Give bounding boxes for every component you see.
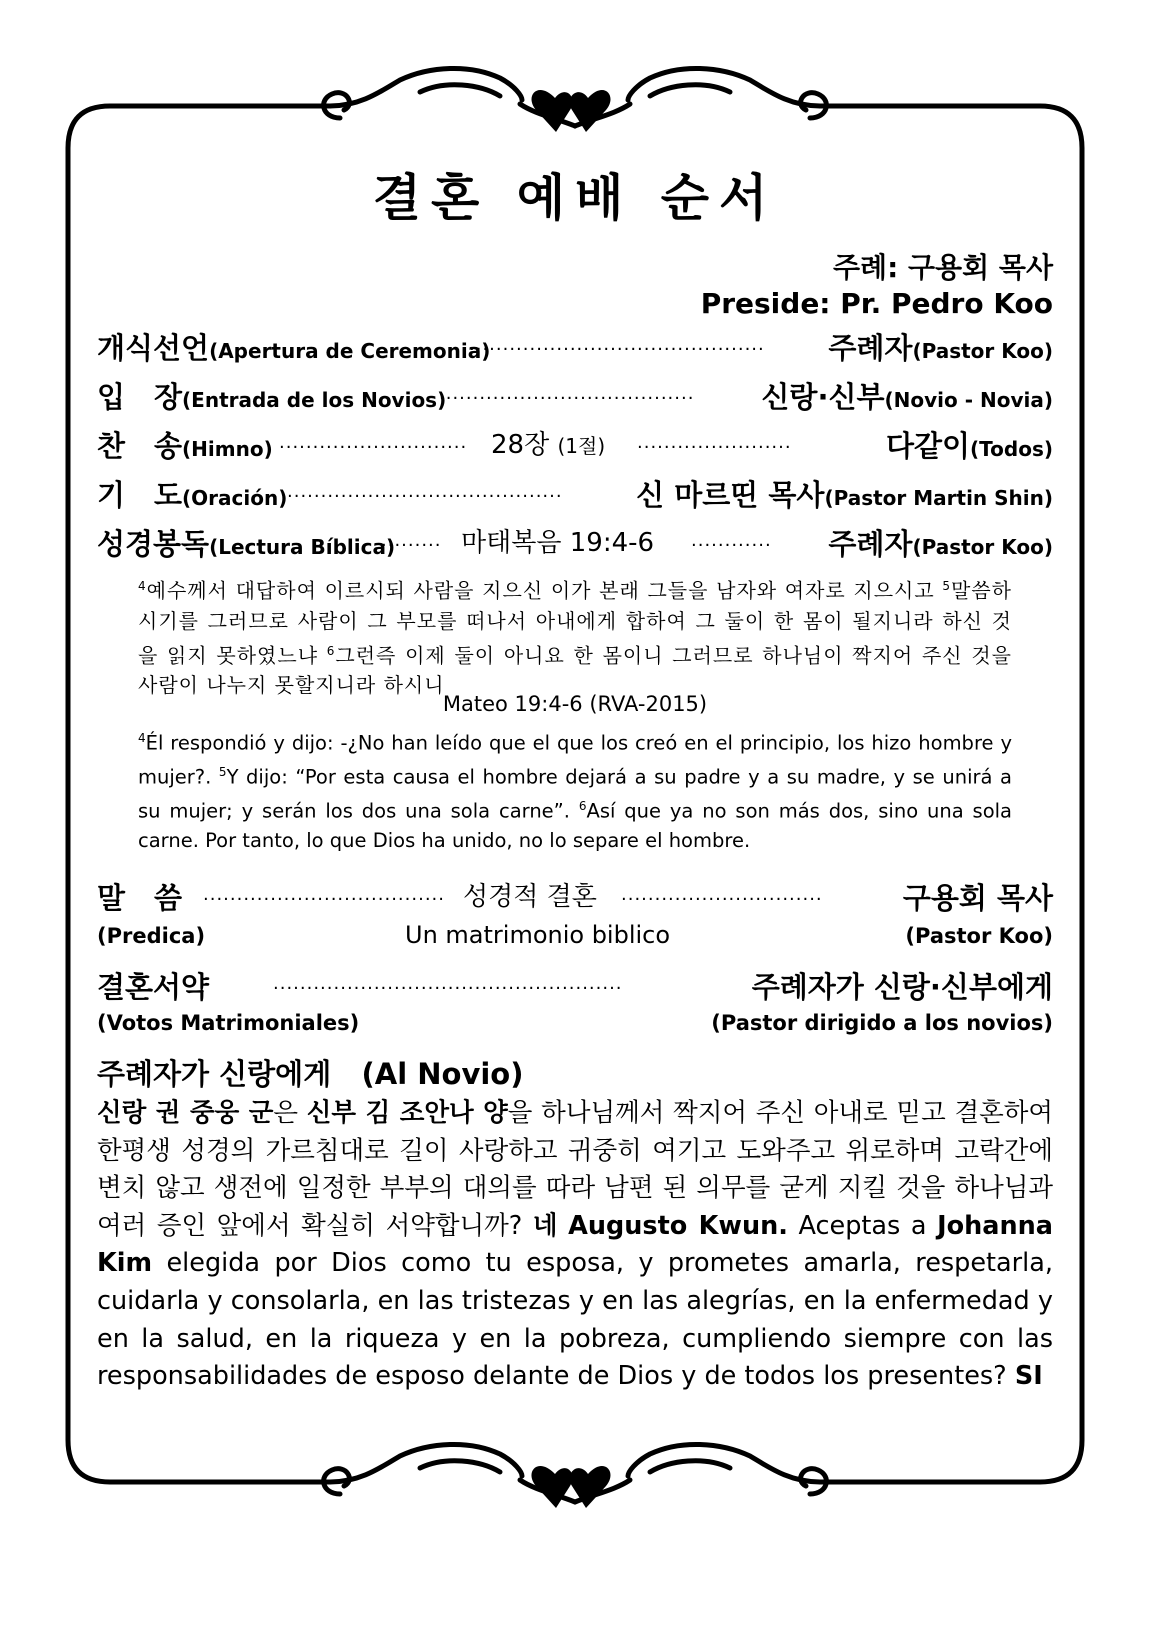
item-person-ko: 신 마르띤 목사	[636, 478, 825, 512]
item-person-es: (Novio - Novia)	[884, 388, 1053, 412]
order-item-prayer	[97, 473, 1053, 513]
item-label-ko: 결혼서약	[97, 970, 210, 1004]
verse-number: 5	[218, 765, 227, 779]
verse-number: 4	[138, 579, 147, 593]
item-label-ko: 말 씀	[97, 881, 183, 915]
groom-name-ko: 신랑 권 중웅 군	[97, 1098, 274, 1128]
order-item-opening	[97, 326, 1053, 366]
vows-label-es: (Votos Matrimoniales)	[97, 1011, 360, 1035]
leader-dots: ..............................	[621, 884, 823, 905]
item-person-ko: 주례자	[828, 527, 913, 561]
item-label-es: (Lectura Bíblica)	[209, 535, 396, 559]
page-title: 결혼 예배 순서	[372, 169, 778, 227]
leader-dots: ............................................	[469, 334, 765, 355]
vow-text: 을 하나님께서 짝지어 주신 아내로 믿고 결혼하여 한평생 성경의 가르침대로 길이 사랑하고 귀중히 여기고 도와주고 위로하며 고락간에 변치 않고 생전에 일정한 부부의 대의를 따라 남편 된 의무를 굳게 지킬 것을 하나님과 여러 증인 앞에서 확실히 서약합니까?	[97, 1098, 1053, 1241]
leader-dots: .........	[381, 530, 442, 551]
sermon-topic-ko: 성경적 결혼	[463, 882, 597, 912]
verse-text: 말씀하시기를 그러므로 사람이 그 부모를 떠나서 아내에게 합하여 그 둘이 한 몸이 될지니라 하신 것을 읽지 못하였느냐	[138, 578, 1012, 668]
verse-number: 4	[138, 731, 146, 745]
leader-dots: .........................................	[287, 481, 563, 502]
item-person-es: (Pastor Martin Shin)	[824, 486, 1053, 510]
item-person-ko: 주례자가 신랑·신부에게	[751, 970, 1053, 1004]
presider-ko: 주례: 구용회 목사	[832, 251, 1053, 284]
groom-vow-heading	[97, 1052, 523, 1093]
verse-number: 6	[578, 799, 587, 813]
leader-dots: ....................................................	[273, 973, 623, 994]
groom-vow-text	[97, 1095, 1053, 1396]
verse-text: 그런즉 이제 둘이 아니요 한 몸이니 그러므로 하나님이 짝지어 주신 것을 사람이 나누지 못할지니라 하시니	[138, 643, 1012, 698]
groom-heading-ko: 주례자가 신랑에게	[97, 1057, 332, 1091]
answer-ko: 네	[532, 1210, 558, 1241]
vow-text: Aceptas a	[787, 1210, 938, 1241]
item-person-ko: 구용회 목사	[902, 881, 1053, 915]
item-label-es: (Entrada de los Novios)	[182, 388, 447, 412]
scripture-reference-ko: 마태복음 19:4-6	[461, 528, 655, 558]
groom-name-es: Augusto Kwun.	[568, 1210, 788, 1241]
item-label-ko: 개식선언	[97, 331, 210, 365]
item-person-es: (Pastor Koo)	[912, 535, 1053, 559]
order-item-entrance	[97, 375, 1053, 415]
scripture-text-es	[138, 724, 1012, 856]
item-label-ko: 찬 송	[97, 429, 183, 463]
verse-text: Así que ya no son más dos, sino una sola carne. Por tanto, lo que Dios ha unido, no lo separe el hombre.	[138, 799, 1012, 852]
item-person-es: (Todos)	[970, 437, 1053, 461]
verse-number: 6	[326, 643, 336, 658]
leader-dots: ....................................	[203, 884, 445, 905]
leader-dots: ............	[691, 530, 772, 551]
order-item-vows	[97, 965, 1053, 1005]
item-label-es: (Oración)	[182, 486, 288, 510]
program-page	[97, 0, 1053, 1627]
leader-dots: .......................	[637, 432, 792, 453]
vow-text: elegida por Dios como tu esposa, y prometes amarla, respetarla, cuidarla y consolarla, en las tristezas y en las alegrías, en la enfermedad y en la salud, en la riqueza y en la pobreza, cumpliendo siempre con las responsabilidades de esposo delante de Dios y de todos los presentes?	[97, 1248, 1053, 1392]
item-person-ko: 다같이	[885, 429, 971, 463]
item-person-ko: 신랑·신부	[761, 380, 885, 414]
verse-text: Y dijo: “Por esta causa el hombre dejará a su padre y a su madre, y se unirá a su mujer; y serán los dos una sola carne”.	[138, 765, 1012, 823]
leader-dots: ......................................	[439, 383, 695, 404]
bride-name-es: Johanna Kim	[97, 1210, 1054, 1279]
sermon-label-es: (Predica)	[97, 924, 206, 948]
item-label-ko: 기 도	[97, 478, 183, 512]
item-label-es: (Apertura de Ceremonia)	[209, 339, 491, 363]
order-item-sermon	[97, 876, 1053, 916]
vows-person-es: (Pastor dirigido a los novios)	[711, 1011, 1053, 1035]
bride-name-ko: 신부 김 조안나 양	[306, 1098, 508, 1128]
leader-dots: ............................	[279, 432, 468, 453]
hymn-number: 28장	[491, 430, 550, 460]
presider-es: Preside: Pr. Pedro Koo	[700, 287, 1053, 320]
presider-block	[701, 250, 1053, 322]
order-item-reading	[97, 522, 1053, 562]
verse-number: 5	[942, 579, 952, 593]
item-person-ko: 주례자	[828, 331, 913, 365]
scripture-reference-es: Mateo 19:4-6 (RVA-2015)	[442, 692, 708, 716]
item-person-es: (Pastor Koo)	[912, 339, 1053, 363]
vow-text: 은	[273, 1098, 307, 1128]
scripture-text-ko	[138, 571, 1012, 700]
sermon-person-es: (Pastor Koo)	[905, 924, 1053, 948]
item-label-es: (Himno)	[182, 437, 273, 461]
verse-text: 예수께서 대답하여 이르시되 사람을 지으신 이가 본래 그들을 남자와 여자로 지으시고	[146, 578, 943, 603]
item-label-ko: 성경봉독	[97, 527, 210, 561]
groom-heading-es: (Al Novio)	[361, 1057, 524, 1091]
item-label-ko: 입 장	[97, 380, 183, 414]
order-item-hymn	[97, 424, 1053, 464]
sermon-topic-es: Un matrimonio biblico	[405, 921, 671, 949]
answer-es: SI	[1014, 1361, 1043, 1392]
hymn-verse: (1절)	[557, 434, 606, 458]
verse-text: Él respondió y dijo: -¿No han leído que el que los creó en el principio, los hizo hombre y mujer?.	[138, 731, 1012, 789]
